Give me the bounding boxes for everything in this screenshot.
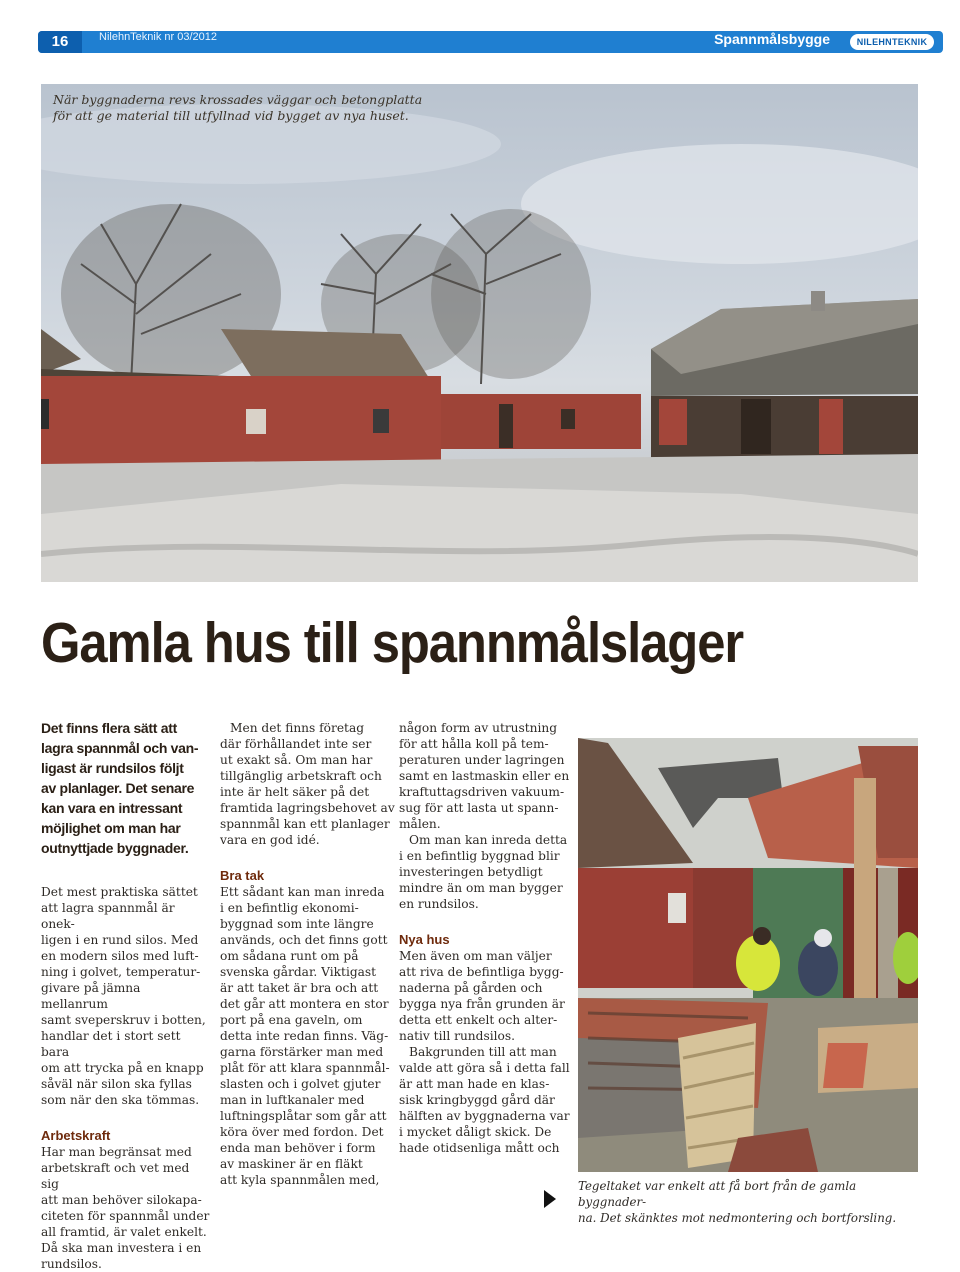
column-2-body <box>220 720 395 1188</box>
roof-photo-caption <box>578 1178 923 1226</box>
body-line: målen. <box>399 817 441 831</box>
body-line: Om man kan inreda detta <box>409 833 568 847</box>
body-line: om att trycka på en knapp <box>41 1061 204 1075</box>
roof-tiles-illustration <box>578 738 918 1172</box>
body-line: att man behöver silokapa- <box>41 1193 202 1207</box>
body-line: byggnad som inte längre <box>220 917 374 931</box>
body-line: givare på jämna mellanrum <box>41 981 141 1011</box>
roof-work-photo <box>578 738 918 1172</box>
body-line: citeten för spannmål under <box>41 1209 210 1223</box>
body-line: Men även om man väljer <box>399 949 552 963</box>
body-line: Då ska man investera i en <box>41 1241 202 1255</box>
body-line: ut exakt så. Om man har <box>220 753 373 767</box>
body-line: i mycket dåligt skick. De <box>399 1125 552 1139</box>
body-line: rundsilos. <box>41 1257 102 1271</box>
lead-line: kan vara en intressant <box>41 800 183 816</box>
lead-line: möjlighet om man har <box>41 820 181 836</box>
lead-paragraph <box>41 718 211 858</box>
body-line: nativ till rundsilos. <box>399 1029 515 1043</box>
body-line: bygga nya från grunden är <box>399 997 565 1011</box>
body-line: framtida lagringsbehovet av <box>220 801 395 815</box>
body-line: om sådana runt om på <box>220 949 359 963</box>
body-line: inte är helt säker på det <box>220 785 370 799</box>
body-line: i en befintlig ekonomi- <box>220 901 359 915</box>
body-line: att kyla spannmålen med, <box>220 1173 380 1187</box>
subhead-arbetskraft: Arbetskraft <box>41 1128 111 1143</box>
body-line: sisk kringbyggd gård där <box>399 1093 555 1107</box>
body-line: används, och det finns gott <box>220 933 388 947</box>
hero-caption-line: för att ge material till utfyllnad vid bygget av nya huset. <box>53 108 409 123</box>
publication-label: NilehnTeknik nr 03/2012 <box>99 31 218 43</box>
body-line: hälften av byggnaderna var <box>399 1109 570 1123</box>
body-line: är att taket är bra och att <box>220 981 379 995</box>
body-line: Ett sådant kan man inreda <box>220 885 385 899</box>
caption-line: na. Det skänktes mot nedmontering och bortforsling. <box>578 1211 897 1225</box>
body-line: man in luftkanaler med <box>220 1093 365 1107</box>
section-title: Spannmålsbygge <box>714 31 830 47</box>
body-line: garna förstärker man med <box>220 1045 384 1059</box>
hero-caption-line: När byggnaderna revs krossades väggar och betongplatta <box>53 92 423 107</box>
body-line: köra över med fordon. Det <box>220 1125 384 1139</box>
body-line: en modern silos med luft- <box>41 949 199 963</box>
body-line: samt sveperskruv i botten, <box>41 1013 206 1027</box>
body-line: slasten och i golvet gjuter <box>220 1077 381 1091</box>
body-line: där förhållandet inte ser <box>220 737 372 751</box>
lead-line: lagra spannmål och van- <box>41 740 199 756</box>
subhead-nya-hus: Nya hus <box>399 932 450 947</box>
body-line: naderna på gården och <box>399 981 543 995</box>
column-3-body <box>399 720 571 1156</box>
body-line: investeringen betydligt <box>399 865 543 879</box>
body-line: valde att göra så i detta fall <box>399 1061 570 1075</box>
body-line: svenska gårdar. Viktigast <box>220 965 377 979</box>
lead-line: outnyttjade byggnader. <box>41 840 189 856</box>
hero-caption <box>53 92 433 124</box>
body-line: handlar det i stort sett bara <box>41 1029 181 1059</box>
body-line: peraturen under lagringen <box>399 753 565 767</box>
body-line: Bakgrunden till att man <box>409 1045 557 1059</box>
body-line: som när den ska tömmas. <box>41 1093 200 1107</box>
body-line: detta ett enkelt och alter- <box>399 1013 558 1027</box>
body-line: att riva de befintliga bygg- <box>399 965 564 979</box>
lead-line: av planlager. Det senare <box>41 780 195 796</box>
column-1-body <box>41 884 211 1272</box>
body-line: spannmål kan ett planlager <box>220 817 390 831</box>
body-line: någon form av utrustning <box>399 721 558 735</box>
body-line: arbetskraft och vet med sig <box>41 1161 190 1191</box>
body-line: Har man begränsat med <box>41 1145 192 1159</box>
body-line: port på ena gaveln, om <box>220 1013 363 1027</box>
body-line: vara en god idé. <box>220 833 320 847</box>
body-line: för att hålla koll på tem- <box>399 737 549 751</box>
body-line: hade otidsenliga mått och <box>399 1141 560 1155</box>
lead-line: Det finns flera sätt att <box>41 720 177 736</box>
body-line: plåt för att klara spannmål- <box>220 1061 390 1075</box>
body-line: mindre än om man bygger <box>399 881 563 895</box>
body-line: såväl när silon ska fyllas <box>41 1077 192 1091</box>
body-line: detta inte redan finns. Väg- <box>220 1029 389 1043</box>
body-line: sug för att lasta ut spann- <box>399 801 559 815</box>
body-line: samt en lastmaskin eller en <box>399 769 570 783</box>
body-line: att lagra spannmål är onek- <box>41 901 175 931</box>
page-number: 16 <box>38 31 82 53</box>
body-line: Men det finns företag <box>230 721 365 735</box>
body-line: är att man hade en klas- <box>399 1077 550 1091</box>
subhead-bra-tak: Bra tak <box>220 868 265 883</box>
farm-buildings-illustration <box>41 84 918 582</box>
body-line: Det mest praktiska sättet <box>41 885 198 899</box>
body-line: i en befintlig byggnad blir <box>399 849 560 863</box>
body-line: luftningsplåtar som går att <box>220 1109 387 1123</box>
body-line: kraftuttagsdriven vakuum- <box>399 785 565 799</box>
caption-line: Tegeltaket var enkelt att få bort från de gamla byggnader- <box>578 1179 857 1209</box>
body-line: ning i golvet, temperatur- <box>41 965 201 979</box>
body-line: tillgänglig arbetskraft och <box>220 769 382 783</box>
body-line: det går att montera en stor <box>220 997 389 1011</box>
body-line: enda man behöver i form <box>220 1141 376 1155</box>
publication-logo: NILEHNTEKNIK <box>850 34 934 50</box>
body-line: en rundsilos. <box>399 897 479 911</box>
headline: Gamla hus till spannmålslager <box>41 611 744 675</box>
caption-arrow-icon <box>544 1190 556 1208</box>
hero-photo <box>41 84 918 582</box>
body-line: av maskiner är en fläkt <box>220 1157 363 1171</box>
body-line: ligen i en rund silos. Med <box>41 933 199 947</box>
lead-line: ligast är rundsilos följt <box>41 760 184 776</box>
body-line: all framtid, är valet enkelt. <box>41 1225 207 1239</box>
